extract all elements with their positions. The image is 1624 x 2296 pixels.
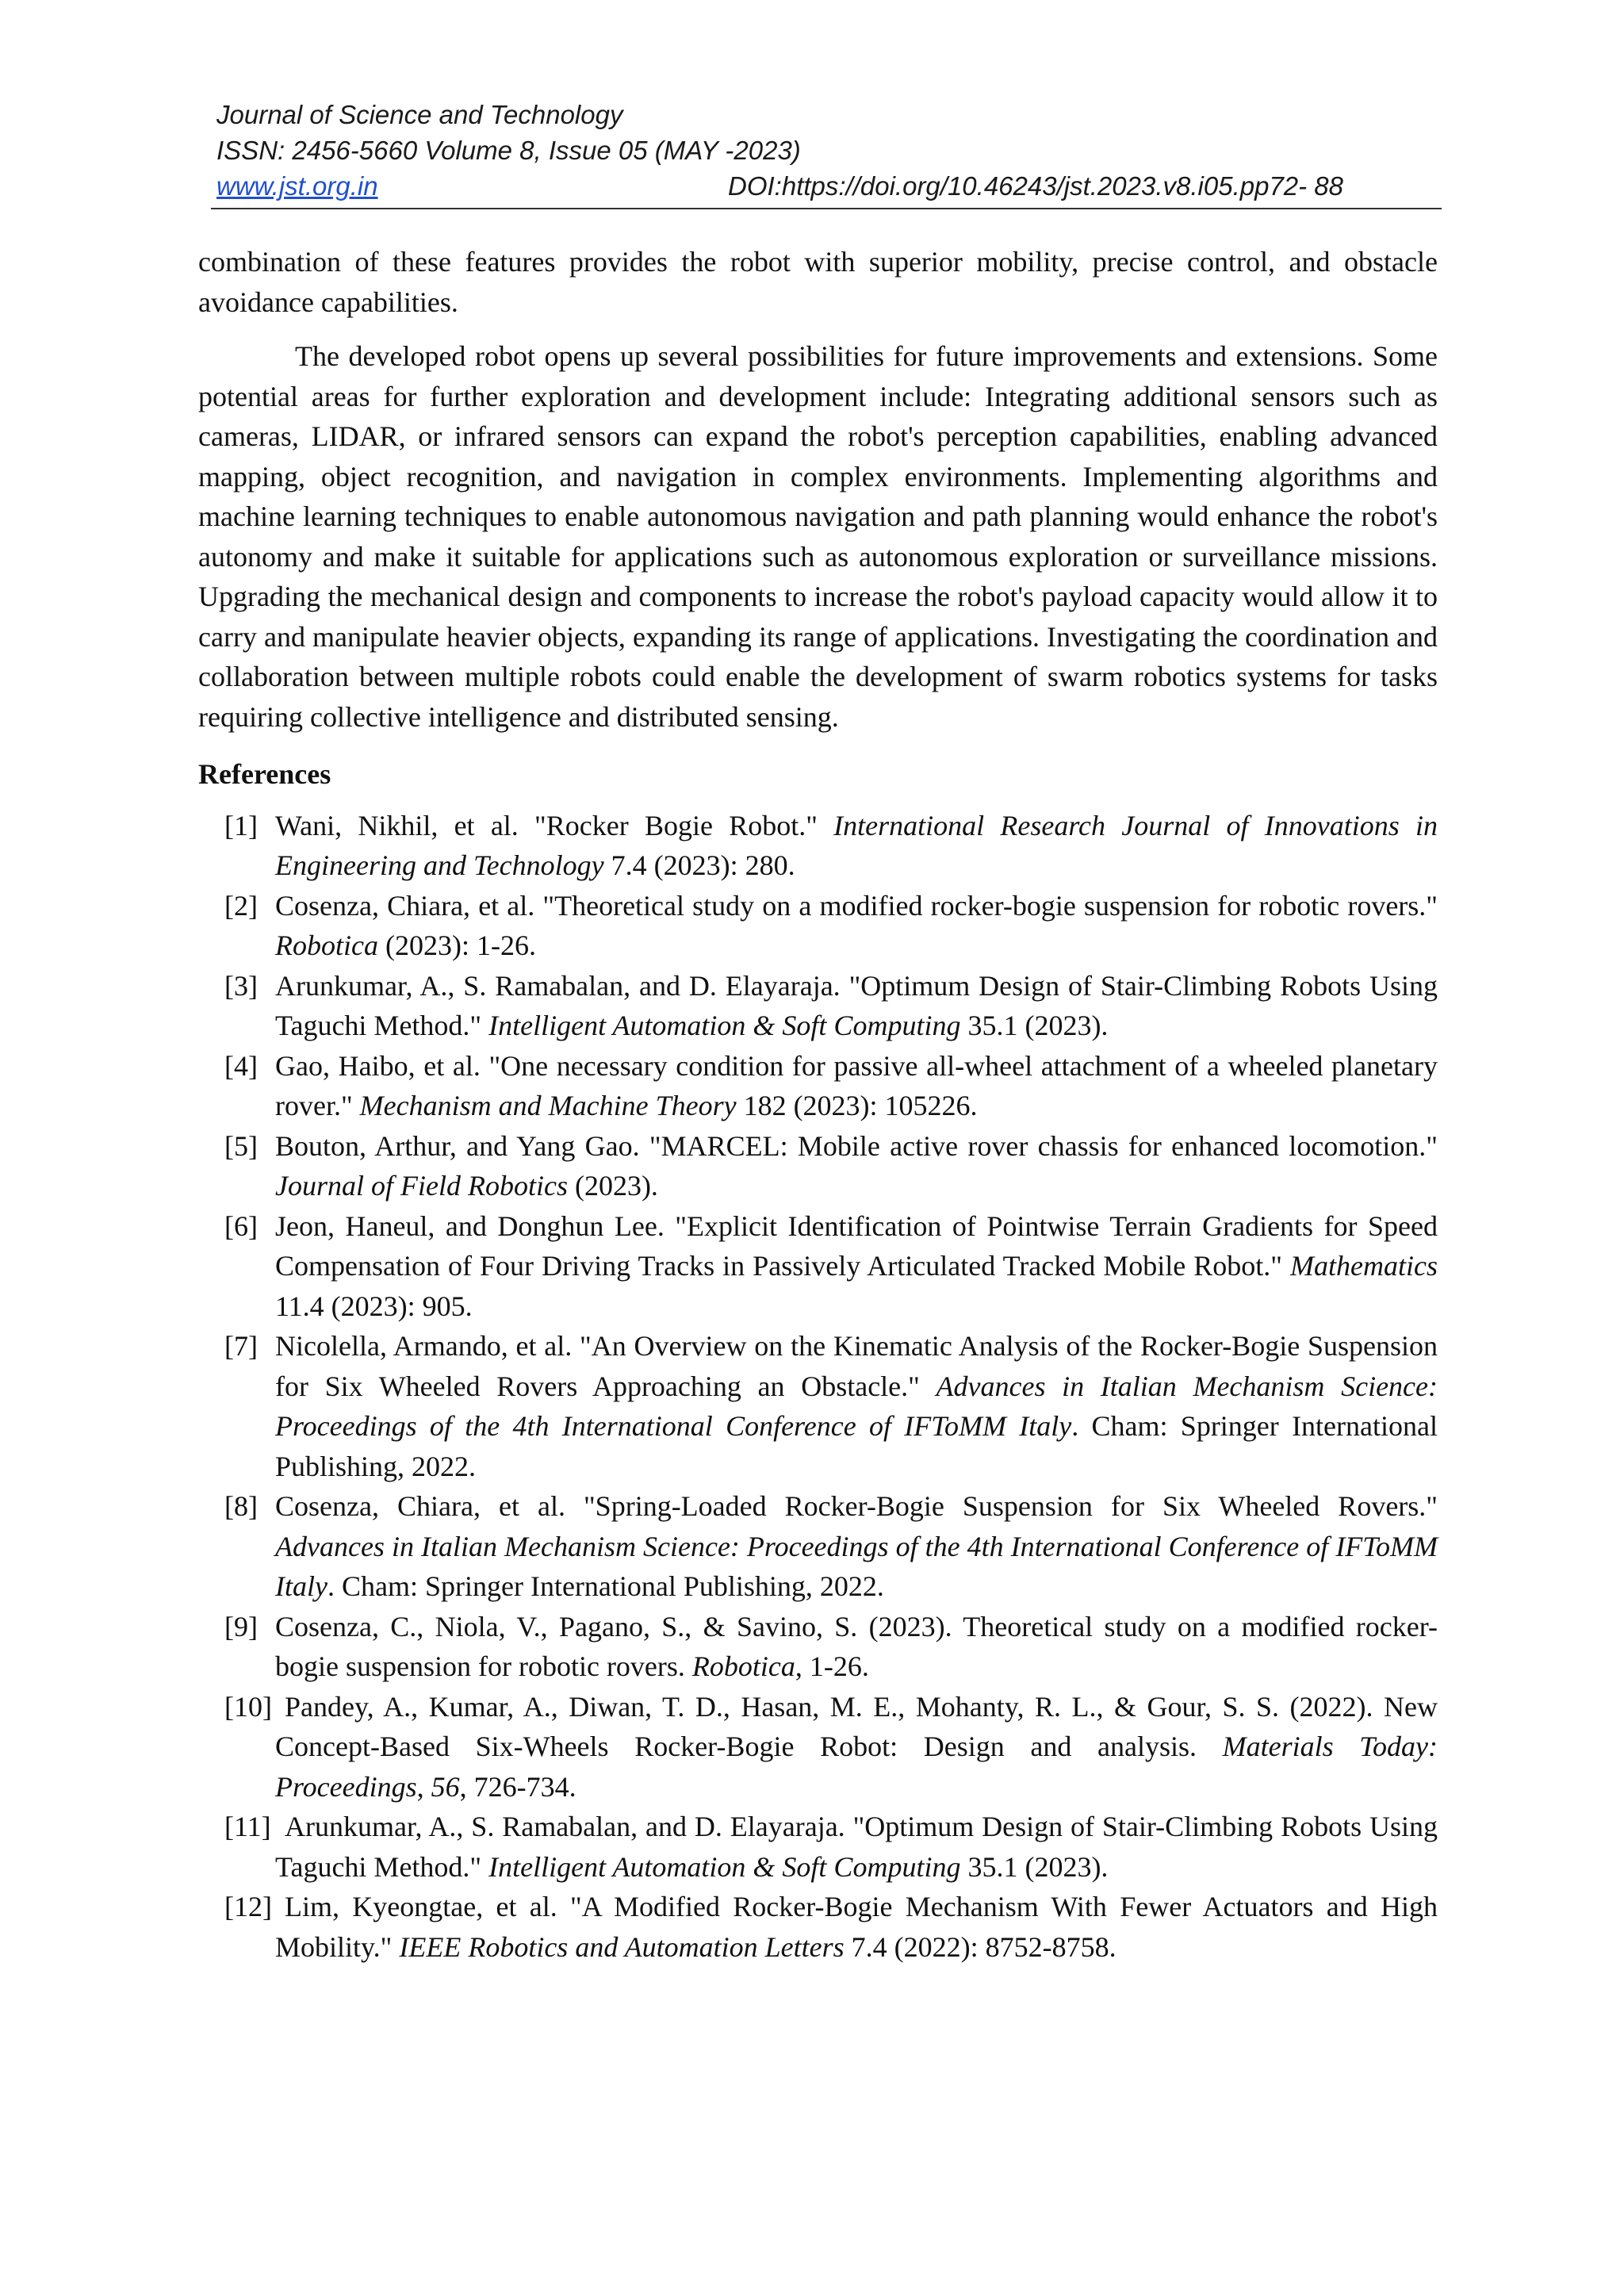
reference-volume: 56 [431, 1770, 460, 1803]
reference-number: [12] [224, 1891, 272, 1922]
reference-number: [9] [224, 1610, 258, 1642]
reference-number: [3] [224, 969, 258, 1002]
reference-item [198, 1687, 1438, 1807]
website-link[interactable]: www.jst.org.in [216, 171, 378, 201]
reference-number: [4] [224, 1049, 258, 1082]
reference-venue: Advances in Italian Mechanism Science: Proceedings of the 4th International Conference of IFToMM Italy [275, 1370, 1438, 1442]
reference-authors-title: Bouton, Arthur, and Yang Gao. "MARCEL: Mobile active rover chassis for enhanced locomotion." [275, 1129, 1438, 1162]
reference-item [198, 1887, 1438, 1967]
reference-authors-title: Nicolella, Armando, et al. "An Overview on the Kinematic Analysis of the Rocker-Bogie Suspension for Six Wheeled Rovers Approaching an Obstacle." [275, 1330, 1438, 1402]
main-content [198, 242, 1438, 1967]
reference-authors-title: Lim, Kyeongtae, et al. "A Modified Rocker-Bogie Mechanism With Fewer Actuators and High Mobility." [275, 1891, 1438, 1963]
reference-venue: Mathematics [1290, 1250, 1438, 1282]
reference-details: , 1-26. [795, 1650, 869, 1682]
reference-authors-title: Wani, Nikhil, et al. "Rocker Bogie Robot." [275, 809, 834, 841]
reference-details: 35.1 (2023). [960, 1850, 1109, 1883]
reference-venue: IEEE Robotics and Automation Letters [399, 1930, 845, 1963]
reference-venue: Materials Today: Proceedings [275, 1731, 1438, 1803]
reference-venue: Intelligent Automation & Soft Computing [488, 1010, 961, 1041]
journal-title: Journal of Science and Technology [216, 100, 623, 129]
reference-authors-title: Pandey, A., Kumar, A., Diwan, T. D., Hasan, M. E., Mohanty, R. L., & Gour, S. S. (2022). New Concept-Based Six-Wheels Rocker-Bogie Robot: Design and analysis. [275, 1690, 1438, 1762]
reference-item [198, 886, 1438, 966]
reference-authors-title: Gao, Haibo, et al. "One necessary condition for passive all-wheel attachment of a wheeled planetary rover." [275, 1049, 1438, 1121]
reference-number: [1] [224, 809, 258, 841]
reference-authors-title: Arunkumar, A., S. Ramabalan, and D. Elayaraja. "Optimum Design of Stair-Climbing Robots Using Taguchi Method." [275, 969, 1438, 1041]
reference-details: 7.4 (2022): 8752-8758. [844, 1930, 1116, 1963]
reference-details: 35.1 (2023). [960, 1010, 1109, 1041]
reference-item [198, 1126, 1438, 1206]
references-list [198, 806, 1438, 1968]
reference-item [198, 966, 1438, 1046]
reference-item [198, 1607, 1438, 1687]
reference-details: 182 (2023): 105226. [736, 1090, 978, 1121]
reference-details: 7.4 (2023): 280. [603, 849, 795, 881]
reference-number: [6] [224, 1209, 258, 1242]
references-heading: References [198, 758, 331, 790]
reference-item [198, 1206, 1438, 1327]
reference-details: (2023). [567, 1170, 658, 1202]
doi-text: DOI:https://doi.org/10.46243/jst.2023.v8.i05.pp72- 88 [728, 171, 1344, 201]
reference-authors-title: Arunkumar, A., S. Ramabalan, and D. Elayaraja. "Optimum Design of Stair-Climbing Robots Using Taguchi Method." [275, 1811, 1438, 1883]
reference-details: . Cham: Springer International Publishing, 2022. [327, 1570, 884, 1602]
reference-details: , [416, 1770, 431, 1803]
reference-venue: Intelligent Automation & Soft Computing [488, 1850, 961, 1883]
reference-authors-title: Jeon, Haneul, and Donghun Lee. "Explicit Identification of Pointwise Terrain Gradients for Speed Compensation of Four Driving Tracks in Passively Articulated Tracked Mobile Robot." [275, 1209, 1438, 1282]
paragraph-2: The developed robot opens up several possibilities for future improvements and extensions. Some potential areas for further exploration and development include: Integrating additional sensors such as cameras, LIDAR, or infrared sensors can expand the robot's perception capabilities, enabling advanced mapping, object recognition, and navigation in complex environments. Implementing algorithms and machine learning techniques to enable autonomous navigation and path planning would enhance the robot's autonomy and make it suitable for applications such as autonomous exploration or surveillance missions. Upgrading the mechanical design and components to increase the robot's payload capacity would allow it to carry and manipulate heavier objects, expanding its range of applications. Investigating the coordination and collaboration between multiple robots could enable the development of swarm robotics systems for tasks requiring collective intelligence and distributed sensing. [198, 340, 1438, 733]
reference-details: . Cham: Springer International Publishing, 2022. [275, 1410, 1438, 1482]
paragraph-1: combination of these features provides the robot with superior mobility, precise control, and obstacle avoidance capabilities. [198, 246, 1438, 318]
header-divider [211, 208, 1442, 209]
reference-details: 11.4 (2023): 905. [275, 1290, 473, 1322]
reference-number: [10] [224, 1690, 272, 1723]
reference-details: (2023): 1-26. [377, 930, 536, 961]
reference-venue: International Research Journal of Innovations in Engineering and Technology [275, 809, 1438, 881]
reference-pages: , 726-734. [459, 1770, 576, 1803]
reference-authors-title: Cosenza, C., Niola, V., Pagano, S., & Savino, S. (2023). Theoretical study on a modified rocker-bogie suspension for robotic rovers. [275, 1610, 1438, 1682]
reference-item [198, 1486, 1438, 1607]
reference-item [198, 1326, 1438, 1486]
reference-item [198, 1807, 1438, 1887]
reference-number: [11] [224, 1811, 271, 1842]
reference-number: [8] [224, 1490, 258, 1522]
reference-venue: Robotica [275, 930, 378, 961]
reference-item [198, 806, 1438, 886]
reference-number: [7] [224, 1330, 258, 1362]
reference-number: [5] [224, 1129, 258, 1162]
reference-item [198, 1046, 1438, 1126]
reference-authors-title: Cosenza, Chiara, et al. "Spring-Loaded Rocker-Bogie Suspension for Six Wheeled Rovers." [275, 1490, 1438, 1522]
journal-header [216, 97, 1438, 204]
reference-venue: Robotica [691, 1650, 795, 1682]
header-links-row [216, 168, 1438, 204]
reference-venue: Journal of Field Robotics [275, 1170, 568, 1202]
reference-number: [2] [224, 889, 258, 922]
issn-line: ISSN: 2456-5660 Volume 8, Issue 05 (MAY -2023) [216, 136, 801, 165]
reference-venue: Mechanism and Machine Theory [359, 1090, 737, 1121]
reference-venue: Advances in Italian Mechanism Science: Proceedings of the 4th International Conference of IFToMM Italy [275, 1530, 1438, 1602]
reference-authors-title: Cosenza, Chiara, et al. "Theoretical study on a modified rocker-bogie suspension for robotic rovers." [275, 889, 1438, 922]
